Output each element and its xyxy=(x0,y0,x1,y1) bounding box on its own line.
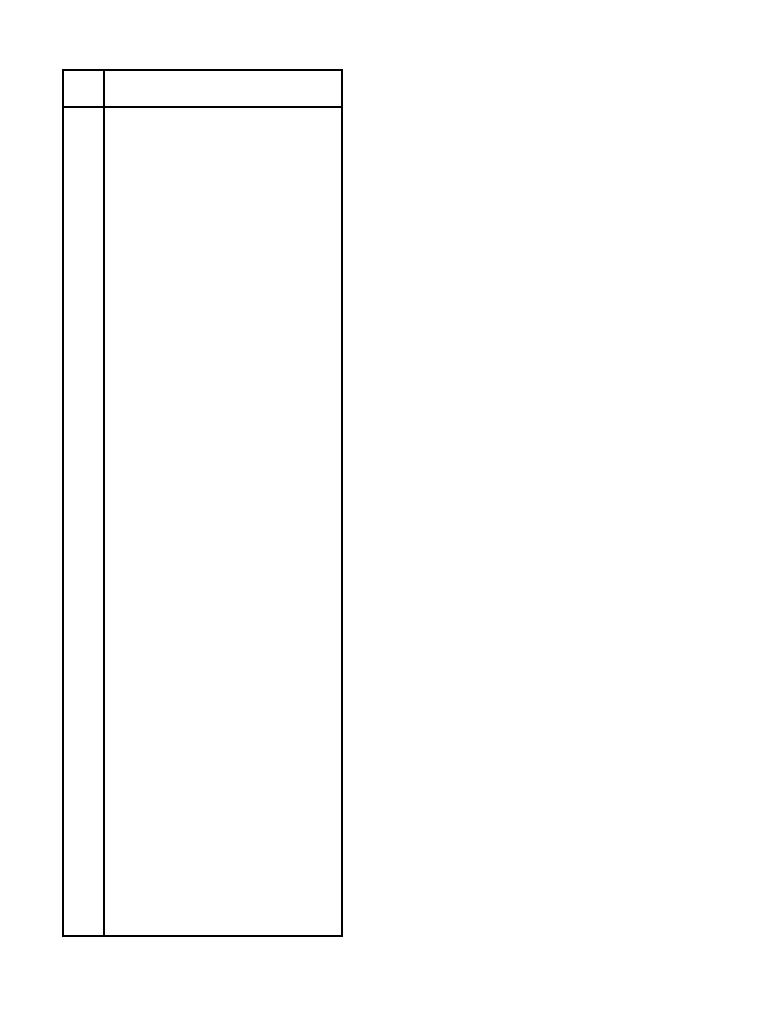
header-sno xyxy=(64,70,104,100)
column-divider xyxy=(103,69,105,937)
